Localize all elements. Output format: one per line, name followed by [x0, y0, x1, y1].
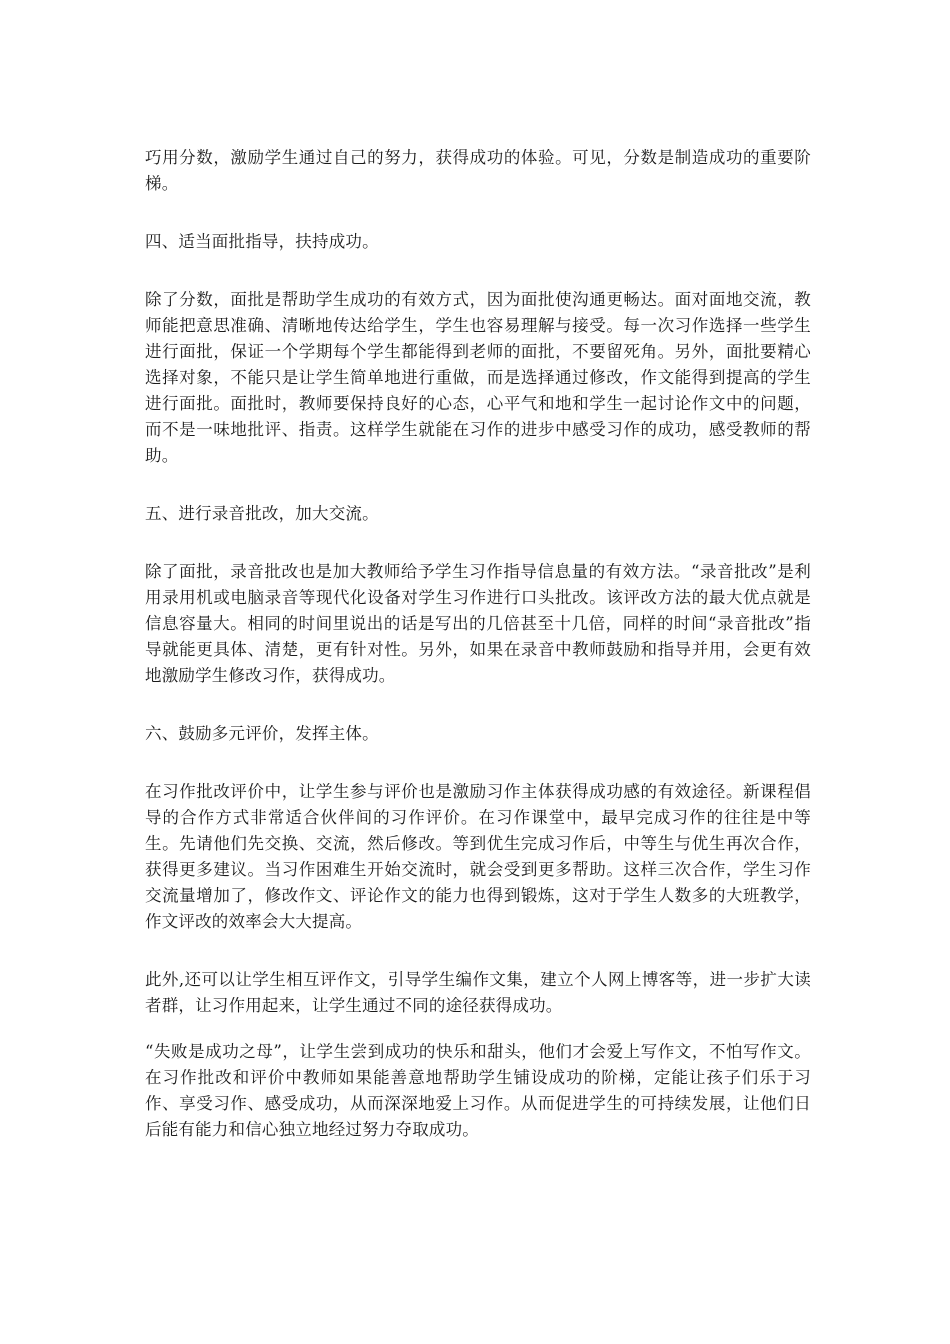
- document-body: [145, 145, 811, 1143]
- paragraph-face-to-face-review: 除了分数，面批是帮助学生成功的有效方式，因为面批使沟通更畅达。面对面地交流，教师能把意思准确、清晰地传达给学生，学生也容易理解与接受。每一次习作选择一些学生进行面批，保证一个学期每个学生都能得到老师的面批，不要留死角。另外，面批要精心选择对象，不能只是让学生简单地进行重做，而是选择通过修改，作文能得到提高的学生进行面批。面批时，教师要保持良好的心态，心平气和地和学生一起讨论作文中的问题，而不是一味地批评、指责。这样学生就能在习作的进步中感受习作的成功，感受教师的帮助。: [145, 290, 811, 465]
- heading-section-five: 五、进行录音批改，加大交流。: [145, 504, 379, 523]
- heading-section-six: 六、鼓励多元评价，发挥主体。: [145, 724, 379, 743]
- paragraph-audio-review: 除了面批，录音批改也是加大教师给予学生习作指导信息量的有效方法。“录音批改”是利用录用机或电脑录音等现代化设备对学生习作进行口头批改。该评改方法的最大优点就是信息容量大。相同的时间里说出的话是写出的几倍甚至十几倍，同样的时间“录音批改”指导就能更具体、清楚，更有针对性。另外，如果在录音中教师鼓励和指导并用，会更有效地激励学生修改习作，获得成功。: [145, 562, 811, 685]
- paragraph-additional-methods: 此外,还可以让学生相互评作文，引导学生编作文集，建立个人网上博客等，进一步扩大读者群，让习作用起来，让学生通过不同的途径获得成功。: [145, 970, 811, 1015]
- paragraph-peer-evaluation: 在习作批改评价中，让学生参与评价也是激励习作主体获得成功感的有效途径。新课程倡导的合作方式非常适合伙伴间的习作评价。在习作课堂中，最早完成习作的往往是中等生。先请他们先交换、交流，然后修改。等到优生完成习作后，中等生与优生再次合作，获得更多建议。当习作困难生开始交流时，就会受到更多帮助。这样三次合作，学生习作交流量增加了，修改作文、评论作文的能力也得到锻炼，这对于学生人数多的大班教学，作文评改的效率会大大提高。: [145, 782, 811, 931]
- paragraph-scores-conclusion: 巧用分数，激励学生通过自己的努力，获得成功的体验。可见，分数是制造成功的重要阶梯。: [145, 148, 811, 193]
- paragraph-conclusion: “失败是成功之母”，让学生尝到成功的快乐和甜头，他们才会爱上写作文，不怕写作文。在习作批改和评价中教师如果能善意地帮助学生铺设成功的阶梯，定能让孩子们乐于习作、享受习作、感受成功，从而深深地爱上习作。从而促进学生的可持续发展，让他们日后能有能力和信心独立地经过努力夺取成功。: [145, 1042, 811, 1139]
- heading-section-four: 四、适当面批指导，扶持成功。: [145, 232, 379, 251]
